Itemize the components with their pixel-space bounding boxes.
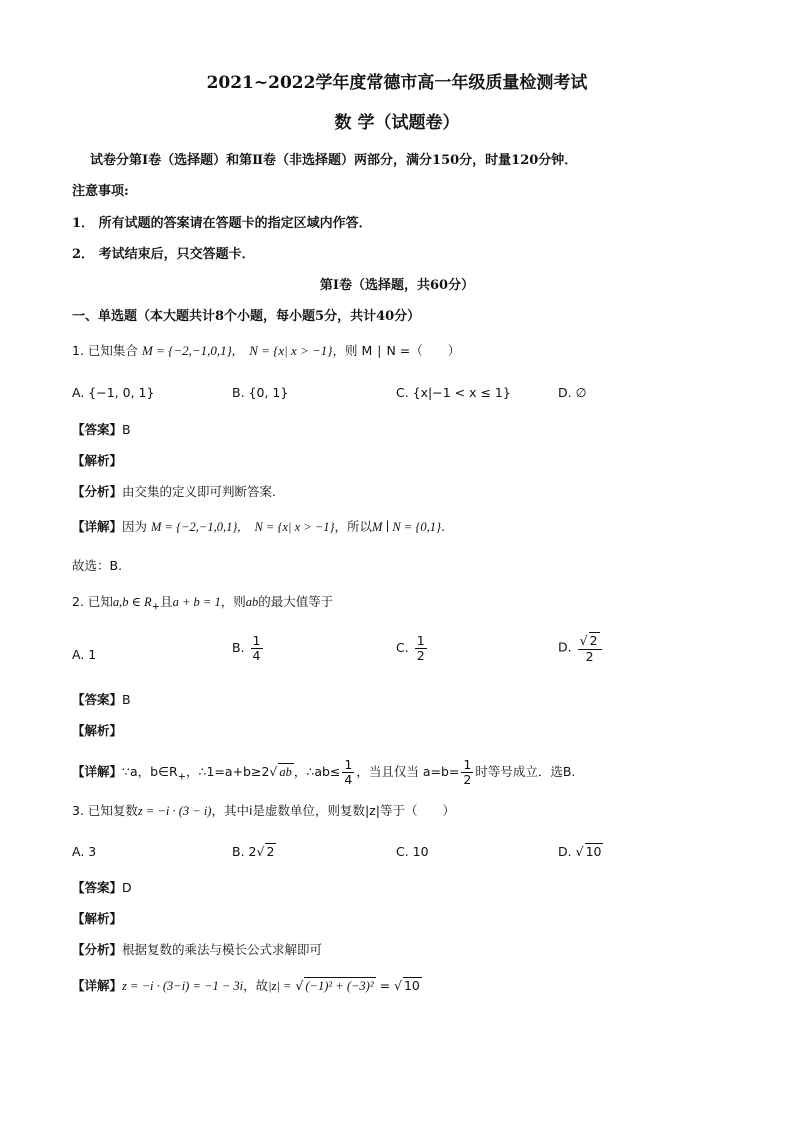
q3-expression: z = −i · (3 − i) — [137, 804, 212, 818]
sqrt-sign: √ — [394, 978, 402, 993]
q1-option-c: C. {x|−1 < x ≤ 1} — [396, 385, 511, 400]
q2-condition-sub: + — [151, 601, 161, 613]
part-title: 一、单选题（本大题共计8个小题，每小题5分，共计40分） — [72, 309, 421, 324]
notice-item-2: 2． 考试结束后，只交答题卡． — [72, 247, 255, 262]
q1-set-n: N = {x| x > −1} — [249, 343, 333, 358]
q2-detail-a: ∵a，b∈R — [122, 764, 178, 779]
q1-answer-value: B — [122, 422, 131, 437]
fraction-numerator: √ 2 — [578, 632, 602, 650]
q2-option-b-fraction — [251, 634, 263, 663]
q1-detail-n: N = {x| x > −1} — [254, 520, 335, 534]
q2-option-c — [396, 634, 429, 663]
q3-detail-label: 【详解】 — [72, 978, 123, 993]
q2-end: 的最大值等于 — [258, 594, 334, 609]
q1-detail-end: . — [441, 519, 445, 534]
q2-option-c-label: C. — [396, 640, 409, 655]
fraction-denominator: 4 — [252, 648, 261, 663]
q2-detail-radicand: ab — [279, 765, 292, 779]
section-title: 第Ⅰ卷（选择题，共60分） — [319, 278, 475, 293]
sqrt-radicand: 2 — [589, 633, 598, 648]
q2-answer — [72, 691, 131, 709]
q3-analysis — [72, 941, 322, 959]
fraction-denominator: 4 — [344, 772, 353, 787]
q2-detail-sub: + — [177, 771, 187, 783]
q2-option-b-label: B. — [232, 640, 245, 655]
q2-option-d-fraction — [578, 632, 602, 664]
q2-option-d — [558, 632, 604, 664]
q3-answer — [72, 879, 132, 897]
q1-option-b: B. {0, 1} — [232, 385, 289, 400]
sqrt-sign: √ — [295, 978, 304, 993]
q2-detail-c: ，∴ab≤ — [293, 764, 341, 779]
sqrt-sign: √ — [256, 844, 265, 859]
q2-detail-fraction-1 — [342, 758, 354, 787]
q2-stem-prefix: 2. 已知 — [72, 594, 113, 609]
q2-condition: a,b ∈ R — [112, 595, 152, 609]
q2-equation: a + b = 1 — [172, 595, 221, 609]
exam-subtitle: 数 学（试题卷） — [334, 113, 460, 133]
q1-set-m: M = {−2,−1,0,1}, — [142, 343, 236, 358]
q2-ab: ab — [245, 595, 259, 609]
exam-intro: 试卷分第Ⅰ卷（选择题）和第Ⅱ卷（非选择题）两部分，满分150分，时量120分钟． — [90, 153, 578, 168]
q1-detail-a: 因为 — [122, 519, 148, 534]
q1-analysis — [72, 483, 276, 501]
q3-detail-eq: = — [375, 978, 395, 993]
exam-title: 2021~2022学年度常德市高一年级质量检测考试 — [206, 73, 588, 93]
q2-option-c-fraction — [415, 634, 427, 663]
fraction-denominator: 2 — [463, 772, 472, 787]
fraction-numerator: 1 — [252, 633, 261, 648]
q2-option-d-label: D. — [558, 639, 572, 655]
fraction-numerator: 1 — [416, 633, 425, 648]
q2-suffix: ，则 — [220, 594, 246, 609]
fraction-numerator: 1 — [344, 757, 353, 772]
q2-option-a: A. 1 — [72, 647, 97, 662]
q3-detail-expression: z = −i · (3−i) = −1 − 3i — [122, 979, 244, 993]
q3-detail — [72, 977, 422, 995]
q3-option-b — [232, 843, 276, 861]
q1-detail-result: M ∣ N = {0,1} — [372, 520, 441, 534]
q2-answer-value: B — [122, 692, 131, 707]
q2-detail-label: 【详解】 — [72, 764, 123, 779]
q2-detail — [72, 758, 575, 787]
q1-detail — [72, 518, 445, 536]
q2-analysis-head: 【解析】 — [72, 723, 123, 738]
notice-item-1: 1． 所有试题的答案请在答题卡的指定区域内作答． — [72, 216, 372, 231]
q3-stem-prefix: 3. 已知复数 — [72, 803, 138, 818]
q1-stem-suffix: ，则 M ∣ N =（ ） — [332, 343, 461, 358]
q1-detail-b: ，所以 — [334, 519, 373, 534]
q1-detail-m: M = {−2,−1,0,1}, — [151, 520, 241, 534]
q2-answer-label: 【答案】 — [72, 692, 123, 707]
q3-option-d — [558, 843, 603, 861]
q2-detail-e: 时等号成立．选B. — [475, 764, 576, 779]
q3-detail-mid: ，故 — [243, 978, 269, 993]
notice-heading: 注意事项: — [72, 184, 129, 199]
sqrt-radicand: 10 — [585, 844, 602, 859]
fraction-numerator: 1 — [463, 757, 472, 772]
q3-answer-label: 【答案】 — [72, 880, 123, 895]
q3-analysis-text: 根据复数的乘法与模长公式求解即可 — [122, 942, 323, 957]
q2-stem — [72, 593, 333, 617]
q1-option-a: A. {−1, 0, 1} — [72, 385, 155, 400]
sqrt-sign: √ — [575, 844, 584, 859]
q1-analysis-head: 【解析】 — [72, 453, 123, 468]
q2-detail-d: ，当且仅当 a=b= — [356, 764, 460, 779]
q3-option-b-label: B. 2 — [232, 844, 257, 859]
q1-detail-label: 【详解】 — [72, 519, 123, 534]
q1-conclusion: 故选：B. — [72, 558, 123, 573]
sqrt-radicand: 2 — [266, 844, 275, 859]
q3-stem — [72, 802, 455, 820]
q2-detail-b: ，∴1=a+b≥2 — [186, 764, 270, 779]
sqrt-sign: √ — [269, 764, 278, 779]
fraction-denominator: 2 — [585, 649, 594, 664]
q3-detail-result: 10 — [403, 978, 420, 993]
q2-mid: 且 — [160, 594, 173, 609]
q3-detail-modulus: |z| = — [268, 979, 292, 993]
q1-analysis-text: 由交集的定义即可判断答案. — [122, 484, 276, 499]
q3-option-d-label: D. — [558, 844, 572, 859]
q1-stem-prefix: 1. 已知集合 — [72, 343, 138, 358]
q3-analysis-head: 【解析】 — [72, 911, 123, 926]
q3-answer-value: D — [122, 880, 132, 895]
q3-stem-suffix: ，其中i是虚数单位，则复数|z|等于（ ） — [211, 803, 455, 818]
q3-option-a: A. 3 — [72, 844, 97, 859]
q2-detail-fraction-2 — [461, 758, 473, 787]
q1-stem — [72, 342, 460, 361]
q3-option-c: C. 10 — [396, 844, 429, 859]
q1-answer-label: 【答案】 — [72, 422, 123, 437]
fraction-denominator: 2 — [416, 648, 425, 663]
q2-option-b — [232, 634, 265, 663]
q1-option-d: D. ∅ — [558, 385, 587, 400]
q3-analysis-label: 【分析】 — [72, 942, 123, 957]
q1-answer — [72, 421, 131, 439]
q1-analysis-label: 【分析】 — [72, 484, 123, 499]
q3-detail-radicand: (−1)² + (−3)² — [305, 979, 374, 993]
